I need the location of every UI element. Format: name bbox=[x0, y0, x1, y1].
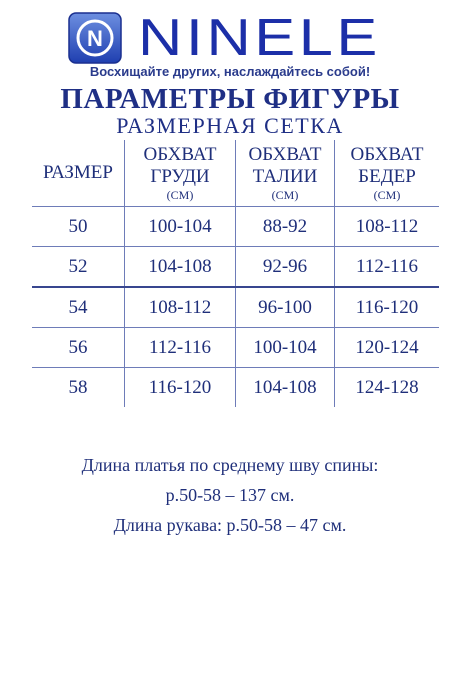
ninele-logo-icon bbox=[68, 12, 122, 64]
page-subtitle: РАЗМЕРНАЯ СЕТКА bbox=[116, 113, 344, 138]
header-size: РАЗМЕР bbox=[43, 162, 113, 183]
sleeve-length-note: Длина рукава: р.50-58 – 47 см. bbox=[113, 515, 347, 535]
page-title: ПАРАМЕТРЫ ФИГУРЫ bbox=[60, 83, 400, 115]
cell-waist: 88-92 bbox=[236, 207, 335, 247]
cell-hips: 116-120 bbox=[335, 287, 440, 328]
dress-length-value: р.50-58 – 137 см. bbox=[165, 485, 295, 505]
table-row bbox=[32, 368, 439, 408]
cell-size: 58 bbox=[68, 376, 88, 398]
brand-slogan: Восхищайте других, наслаждайтесь собой! bbox=[89, 64, 371, 79]
cell-size: 56 bbox=[68, 336, 88, 358]
cell-hips: 108-112 bbox=[335, 207, 440, 247]
table-header-row bbox=[32, 140, 439, 207]
cell-waist: 92-96 bbox=[236, 247, 335, 288]
cell-chest: 104-108 bbox=[125, 247, 236, 288]
cell-size: 52 bbox=[68, 255, 88, 277]
size-chart-table bbox=[32, 140, 439, 407]
cell-size: 50 bbox=[68, 215, 88, 237]
brand-header bbox=[0, 10, 460, 68]
cell-waist: 104-108 bbox=[236, 368, 335, 408]
cell-size: 54 bbox=[68, 296, 88, 318]
cell-waist: 100-104 bbox=[236, 328, 335, 368]
brand-name: NINELE bbox=[138, 9, 381, 67]
logo-letter: N bbox=[87, 26, 103, 51]
header-chest: ОБХВАТ ГРУДИ (СМ) bbox=[125, 140, 236, 207]
header-hips: ОБХВАТ БЕДЕР (СМ) bbox=[335, 140, 440, 207]
table-row bbox=[32, 247, 439, 288]
cell-chest: 112-116 bbox=[125, 328, 236, 368]
cell-hips: 120-124 bbox=[335, 328, 440, 368]
cell-hips: 112-116 bbox=[335, 247, 440, 288]
header-waist: ОБХВАТ ТАЛИИ (СМ) bbox=[236, 140, 335, 207]
table-row bbox=[32, 287, 439, 328]
cell-hips: 124-128 bbox=[335, 368, 440, 408]
table-row bbox=[32, 328, 439, 368]
cell-chest: 116-120 bbox=[125, 368, 236, 408]
cell-waist: 96-100 bbox=[236, 287, 335, 328]
cell-chest: 100-104 bbox=[125, 207, 236, 247]
table-row bbox=[32, 207, 439, 247]
cell-chest: 108-112 bbox=[125, 287, 236, 328]
dress-length-label: Длина платья по среднему шву спины: bbox=[81, 455, 379, 475]
